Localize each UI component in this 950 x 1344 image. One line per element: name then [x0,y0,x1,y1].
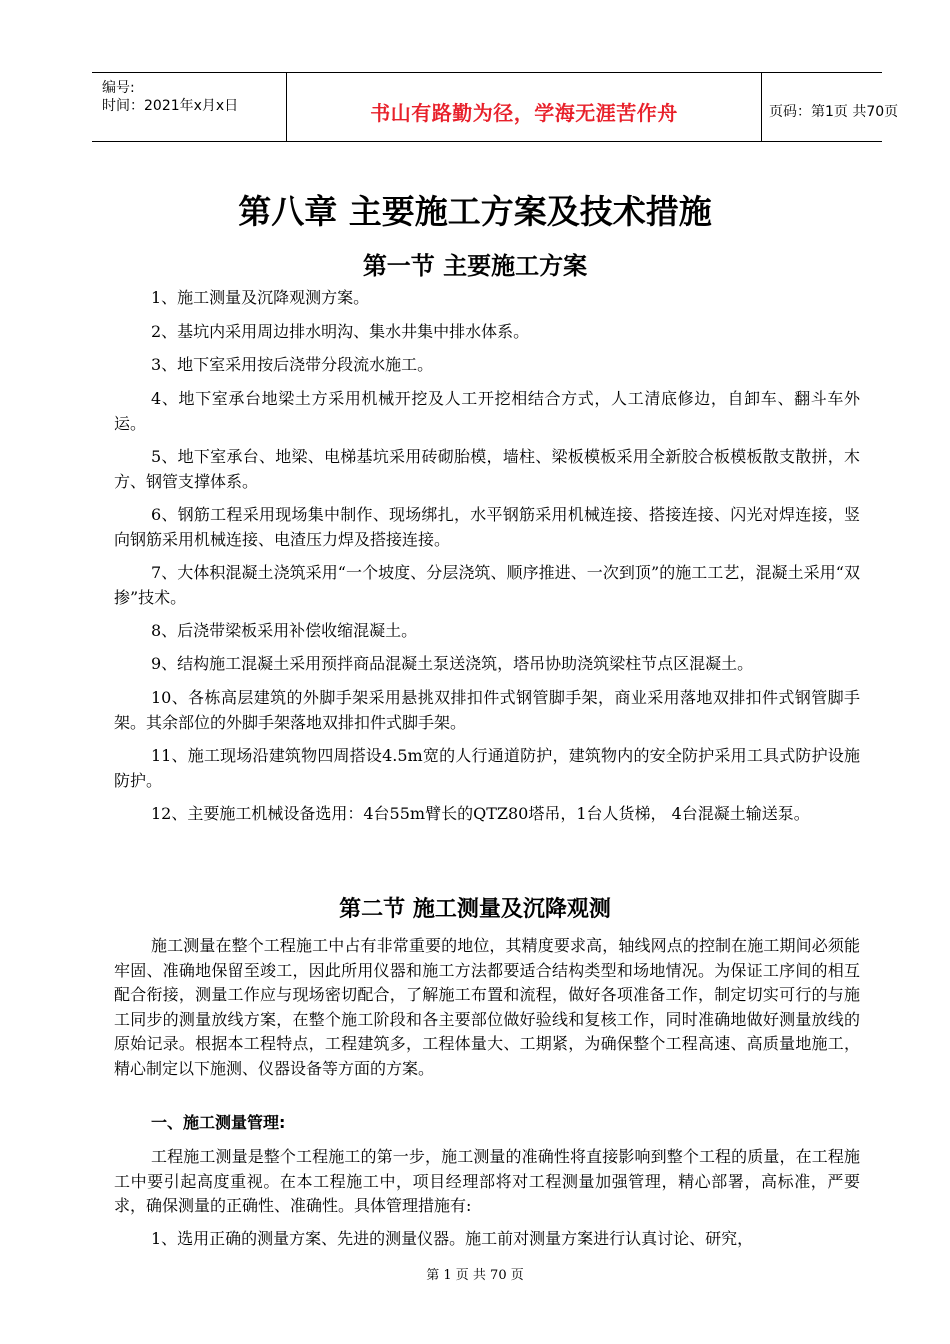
list-item: 3、地下室采用按后浇带分段流水施工。 [151,355,434,374]
subsection-paragraph: 工程施工测量是整个工程施工的第一步，施工测量的准确性将直接影响到整个工程的质量，在工程施工中要引起高度重视。在本工程施工中，项目经理部将对工程测量加强管理，精心部署，高标准，严要求，确保测量的正确性、准确性。具体管理措施有: [114,1147,860,1215]
list-item: 7、大体积混凝土浇筑采用“一个坡度、分层浇筑、顺序推进、一次到顶”的施工工艺，混凝土采用“双掺”技术。 [114,563,860,607]
header-motto-cell [286,73,762,141]
header-motto: 书山有路勤为径，学海无涯苦作舟 [370,101,678,125]
list-item: 11、施工现场沿建筑物四周搭设4.5m宽的人行通道防护，建筑物内的安全防护采用工具式防护设施防护。 [114,746,860,790]
page-footer: 第 1 页 共 70 页 [426,1268,524,1283]
page-number-label: 页码：第1页 共70页 [769,104,899,120]
list-item: 4、地下室承台地梁土方采用机械开挖及人工开挖相结合方式，人工清底修边，自卸车、翻斗车外运。 [114,389,860,433]
list-item: 5、地下室承台、地梁、电梯基坑采用砖砌胎模，墙柱、梁板模板采用全新胶合板模板散支散拼，木方、钢管支撑体系。 [114,447,860,491]
chapter-title: 第八章 主要施工方案及技术措施 [238,192,712,231]
list-item: 1、施工测量及沉降观测方案。 [151,288,370,307]
list-item: 6、钢筋工程采用现场集中制作、现场绑扎，水平钢筋采用机械连接、搭接连接、闪光对焊连接，竖向钢筋采用机械连接、电渣压力焊及搭接连接。 [114,505,860,549]
list-item: 1、选用正确的测量方案、先进的测量仪器。施工前对测量方案进行认真讨论、研究， [151,1229,754,1248]
number-label: 编号: [102,80,135,96]
page-header [92,72,899,142]
list-item: 9、结构施工混凝土采用预拌商品混凝土泵送浇筑，塔吊协助浇筑梁柱节点区混凝土。 [151,654,754,673]
list-item: 10、各栋高层建筑的外脚手架采用悬挑双排扣件式钢管脚手架，商业采用落地双排扣件式钢管脚手架。其余部位的外脚手架落地双排扣件式脚手架。 [114,688,860,732]
list-item: 2、基坑内采用周边排水明沟、集水井集中排水体系。 [151,322,530,341]
section2-title: 第二节 施工测量及沉降观测 [339,897,611,922]
time-label: 时间：2021年x月x日 [102,98,239,114]
header-meta-cell [92,73,286,141]
header-page-cell [761,73,899,141]
list-item: 8、后浇带梁板采用补偿收缩混凝土。 [151,621,418,640]
section2-intro: 施工测量在整个工程施工中占有非常重要的地位，其精度要求高，轴线网点的控制在施工期间必须能牢固、准确地保留至竣工，因此所用仪器和施工方法都要适合结构类型和场地情况。为保证工序间的相互配合衔接，测量工作应与现场密切配合，了解施工布置和流程，做好各项准备工作，制定切实可行的与施工同步的测量放线方案，在整个施工阶段和各主要部位做好验线和复核工作，同时准确地做好测量放线的原始记录。根据本工程特点，工程建筑多，工程体量大、工期紧，为确保整个工程高速、高质量地施工，精心制定以下施测、仪器设备等方面的方案。 [114,936,860,1078]
section1-title: 第一节 主要施工方案 [362,252,588,280]
list-item: 12、主要施工机械设备选用：4台55m臂长的QTZ80塔吊，1台人货梯， 4台混凝土输送泵。 [151,804,810,823]
subsection-title: 一、施工测量管理: [151,1113,286,1132]
